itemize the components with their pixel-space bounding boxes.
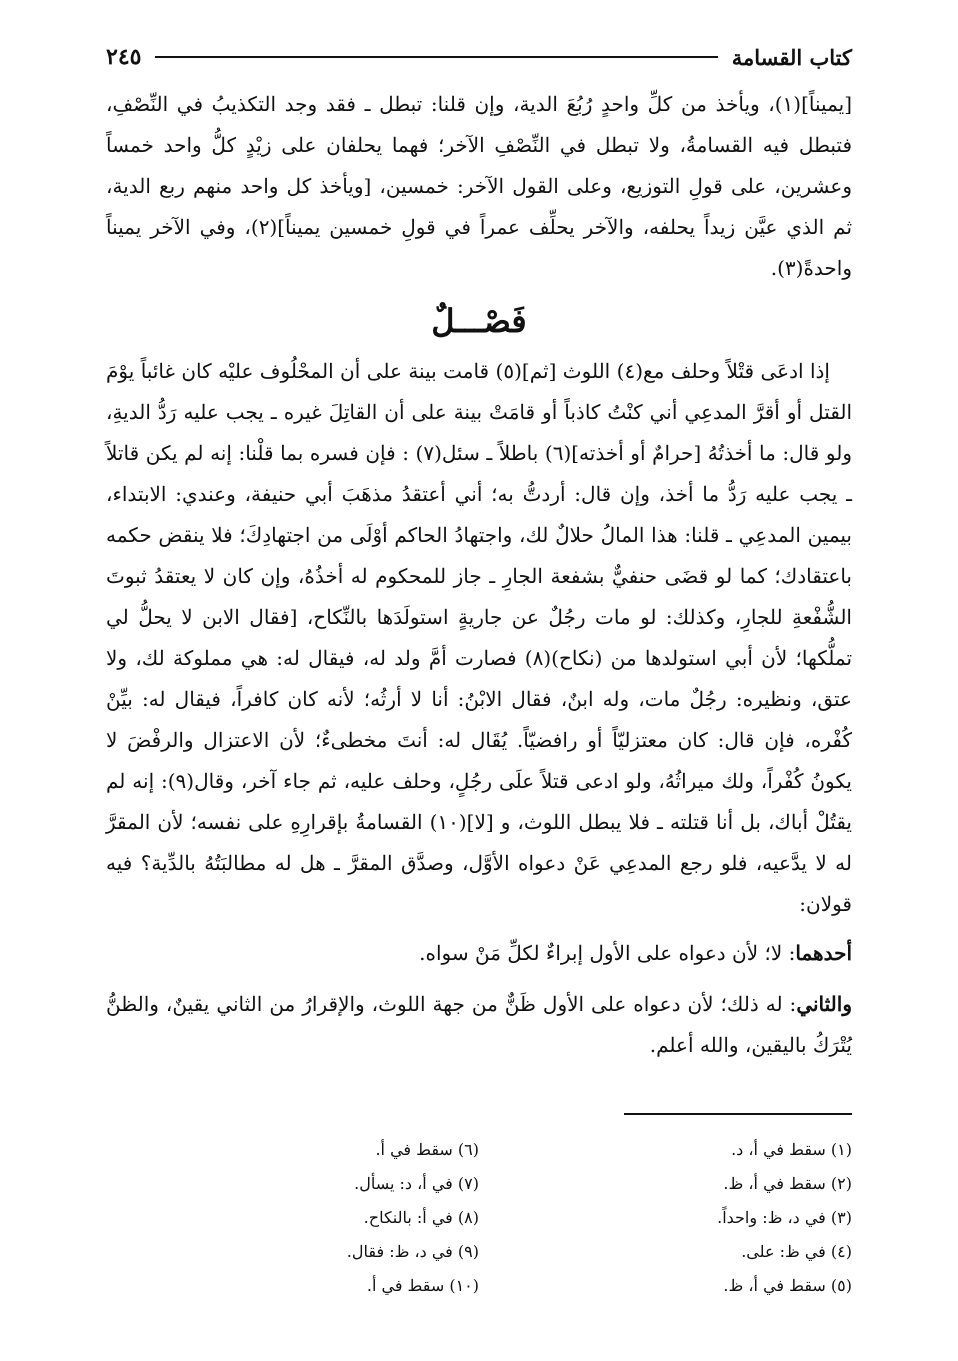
page-number: ٢٤٥ [106,44,142,70]
body-text [106,84,852,1066]
footnotes-left-column [106,1133,479,1303]
footnote: (٩) في د، ظ: فقال. [346,1242,479,1261]
footnote: (٥) سقط في أ، ظ. [723,1276,852,1295]
footnotes [106,1133,852,1303]
footnotes-right-column [479,1133,852,1303]
running-header [106,40,852,74]
footnote: (٦) سقط في أ. [375,1140,479,1159]
header-rule [155,56,717,58]
footnote-rule [624,1113,852,1115]
footnote: (٤) في ظ: على. [741,1242,852,1261]
opinion-first-text: : لا؛ لأن دعواه على الأول إبراءٌ لكلِّ مَنْ سواه. [419,941,796,965]
footnote: (١٠) سقط في أ. [366,1276,479,1295]
opinion-first-lead: أحدهما [795,941,852,965]
section-heading: فَصْـــلٌ [431,302,527,340]
footnote: (٨) في أ: بالنكاح. [363,1208,479,1227]
footnote: (١) سقط في أ، د. [731,1140,852,1159]
opinion-second [106,984,852,1066]
book-title: كتاب القسامة [731,44,852,70]
paragraph-continuation: [يميناً](١)، ويأخذ من كلِّ واحدٍ رُبُعَ الدية، وإن قلنا: تبطل ـ فقد وجد التكذيبُ في النِّصْفِ، فتبطل فيه القسامةُ، ولا تبطل في النِّصْفِ الآخر؛ فهما يحلفان على زيْدٍ كلُّ واحد خمساً وعشرين، على قولِ التوزيع، وعلى القول الآخر: خمسين، [ويأخذ كل واحد منهم ربع الدية، ثم الذي عيَّن زيداً يحلفه، والآخر يحلِّف عمراً في قولِ خمسين يميناً](٢)، وفي الآخر يميناً واحدةً(٣). [106,92,853,280]
footnote: (٣) في د، ظ: واحداً. [717,1208,852,1227]
footnote: (٢) سقط في أ، ظ. [723,1174,852,1193]
opinion-second-lead: والثاني [796,992,852,1016]
footnote: (٧) في أ، د: يسأل. [354,1174,479,1193]
opinion-second-text: : له ذلك؛ لأن دعواه على الأول ظَنٌّ من جهة اللوث، والإقرارُ من الثاني يقينٌ، والظنُّ يُتْرَكُ باليقين، والله أعلم. [106,992,852,1057]
opinion-first [106,933,852,974]
paragraph-main: إذا ادعَى قتْلاً وحلف مع(٤) اللوث [ثم](٥) قامت بينة على أن المحْلُوف عليْه كان غائباً يوْمَ القتل أو أقرَّ المدعِي أني كنْتُ كاذباً أو قامَتْ بينة على أن القاتِلَ غيره ـ يجب عليه رَدُّ الديةِ، ولو قال: ما أخذتُهُ [حرامٌ أو أخذته](٦) باطلاً ـ سئل(٧) : فإن فسره بما قلْنا: إنه لم يكن قاتلاً ـ يجب عليه رَدُّ ما أخذ، وإن قال: أردتُّ به؛ أني أعتقدُ مذهَبَ أبي حنيفة، وعندي: الابتداء، بيمين المدعِي ـ قلنا: هذا المالُ حلالٌ لك، واجتهادُ الحاكم أوْلَى من اجتهادِكَ؛ فلا ينقض حكمه باعتقادك؛ كما لو قضَى حنفيٌّ بشفعة الجارِ ـ جاز للمحكوم له أخذُهُ، وإن كان لا يعتقدُ ثبوتَ الشُّفْعةِ للجارِ، وكذلك: لو مات رجُلٌ عن جاريةٍ استولَدَها بالنِّكاح، [فقال الابن لا يحلُّ لي تملُّكها؛ لأن أبي استولدها من (نكاح)(٨) فصارت أمَّ ولد له، فيقال له: هي مملوكة لك، ولا عتق، ونظيره: رجُلٌ مات، وله ابنٌ، فقال الابْنُ: أنا لا أرثُه؛ لأنه كان كافراً، فيقال له: بيِّنْ كُفْره، فإن قال: كان معتزليّاً أو رافضيّاً. يُقَال له: أنتَ مخطىءٌ؛ لأن الاعتزال والرفْضَ لا يكونُ كُفْراً، ولك ميراثُهُ، ولو ادعى قتلاً علَى رجُلٍ، وحلف عليه، ثم جاء آخر، وقال(٩): إنه لم يقتُلْ أباك، بل أنا قتلته ـ فلا يبطل اللوث، و [لا](١٠) القسامةُ بإقرارِهِ على نفسه؛ لأن المقرَّ له لا يدَّعيه، فلو رجع المدعِي عَنْ دعواه الأوَّل، وصدَّق المقرَّ ـ هل له مطالبَتُهُ بالدِّية؟ فيه قولان: [106,359,853,916]
